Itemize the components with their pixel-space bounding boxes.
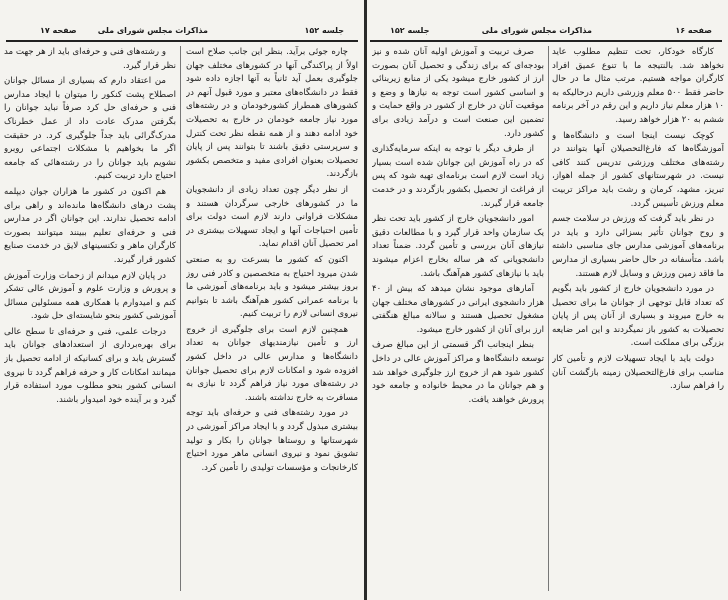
publication-title: مذاکرات مجلس شورای ملی [97, 26, 208, 35]
header-rule [370, 40, 722, 42]
paragraph: در مورد رشته‌های فنی و حرفه‌ای باید توجه بیشتری مبذول گردد و با ایجاد مراکز آموزشی در شهرستانها و روستاها جوانان را بکار و تولید تشویق نمود و نیروی انسانی ماهر مورد احتیاج کارخانجات و مؤسسات تولیدی را تأمین کرد. [186, 408, 358, 473]
paragraph: امور دانشجویان خارج از کشور باید تحت نظر یک سازمان واحد قرار گیرد و با مطالعات دقیق نیازهای آنان بررسی و تأمین گردد. ضمناً تعداد دانشجویانی که هر ساله بخارج اعزام میشوند باید با نیازهای کشور هم‌آهنگ باشد. [372, 214, 544, 279]
column-divider [180, 46, 181, 591]
paragraph: من اعتقاد دارم که بسیاری از مسائل جوانان اصطلاح پشت کنکور را میتوان با ایجاد مدارس فنی و حرفه‌ای حل کرد صرفاً نباید جوانان را بگرفتن مدرک عادت داد از عمل خطرناک مدرک‌گرائی باید جداً جلوگیری کرد. در حقیقت اگر ما بخواهیم با مشکلات اجتماعی روبرو نشویم باید جوانان را در رشته‌هائی که جامعه احتیاج دارد تربیت کنیم. [4, 76, 176, 182]
paragraph: از طرف دیگر با توجه به اینکه سرمایه‌گذاری که در راه آموزش این جوانان شده است بسیار زیاد است لازم است برنامه‌ای تهیه شود که پس از فراغت از تحصیل بکشور بازگردند و در خدمت جامعه قرار گیرند. [372, 144, 544, 209]
text-column-left [4, 46, 176, 594]
paragraph: در مورد دانشجویان خارج از کشور باید بگویم که تعداد قابل توجهی از جوانان ما برای تحصیل به خارج میروند و بسیاری از آنان پس از پایان تحصیلات به کشور باز نمیگردند و این امر ضایعه بزرگی برای مملکت است. [552, 284, 724, 349]
paragraph: هم اکنون در کشور ما هزاران جوان دیپلمه پشت درهای دانشگاه‌ها مانده‌اند و راهی برای ادامه تحصیل ندارند. این جوانان اگر در مدارس فنی و حرفه‌ای تعلیم ببینند میتوانند بصورت کارگران ماهر و تکنسینهای لایق در خدمت صنایع کشور قرار گیرند. [4, 186, 176, 265]
paragraph: دولت باید با ایجاد تسهیلات لازم و تأمین کار مناسب برای فارغ‌التحصیلان زمینه بازگشت آنان را فراهم سازد. [552, 354, 724, 392]
paragraph: و رشته‌های فنی و حرفه‌ای باید از هر جهت مد نظر قرار گیرد. [4, 47, 176, 71]
page-header [6, 26, 358, 40]
paragraph: درجات علمی، فنی و حرفه‌ای تا سطح عالی برای بهره‌برداری از استعدادهای جوانان باید گسترش یابد و برای کسانیکه از ادامه تحصیل باز میمانند امکانات کار و حرفه فراهم گردد تا نیروی انسانی کشور بنحو مطلوب مورد استفاده قرار گیرد و بر آینده خود امیدوار باشند. [4, 326, 176, 405]
text-column-left [372, 46, 544, 594]
paragraph: کارگاه خودکار، تحت تنظیم مطلوب عاید نخواهد شد. بالنتیجه ما با تنوع عمیق افراد کارگران مواجه هستیم. مرتب مثال ما در حال حاضر فقط ۵۰۰ معلم وزرشی داریم درحالیکه به ۱۰ هزار معلم نیاز داریم و این رقم در آخر برنامه ششم به ۲۰ هزار خواهد رسید. [552, 47, 724, 125]
session-number: جلسه ۱۵۲ [304, 26, 344, 35]
paragraph: کوچک نیست اینجا است و دانشگاه‌ها و آموزشگاه‌ها که فارغ‌التحصیلان آنها بتوانند در رشته‌های مختلف ورزشی تدریس کنند کافی نیست. در شهرستانهای کشور از جمله اهواز، تبریز، مشهد، کرمان و رشت باید مراکز تربیت معلم ورزش تأسیس گردد. [552, 130, 724, 209]
page-number: صفحه ۱۶ [675, 26, 712, 35]
paragraph: آمارهای موجود نشان میدهد که بیش از ۴۰ هزار دانشجوی ایرانی در کشورهای مختلف جهان مشغول تحصیل هستند و سالانه مبالغ هنگفتی ارز برای آنان از کشور خارج میشود. [372, 284, 544, 335]
page-number: صفحه ۱۷ [40, 26, 77, 35]
column-divider [548, 46, 549, 591]
paragraph: از نظر دیگر چون تعداد زیادی از دانشجویان ما در کشورهای خارجی سرگردان هستند و مشکلات فراوانی دارند لازم است دولت برای تأمین احتیاجات آنها و ایجاد تسهیلات بیشتری در امر تحصیل آنان اقدام نماید. [186, 184, 358, 250]
right-page [364, 0, 728, 600]
paragraph: در نظر باید گرفت که ورزش در سلامت جسم و روح جوانان تأثیر بسزائی دارد و باید در برنامه‌های آموزشی مدارس جای مناسبی داشته باشد. متأسفانه در حال حاضر بسیاری از مدارس ما فاقد زمین ورزش و وسایل لازم هستند. [552, 214, 724, 279]
paragraph: چاره جوئی برآید. بنظر این جانب صلاح است اولاً از پراکندگی آنها در کشورهای مختلف جهان جلوگیری بعمل آید ثانیاً به آنها اجازه داده شود فقط در دانشگاه‌های معتبر و مورد قبول آنهم در کشورهای همطراز کشورخودمان و در رشته‌های مورد نیاز جامعه خودمان در خارج به تحصیلات خود ادامه دهند و از همه نقطه نظر تحت کنترل و سرپرستی دقیق باشند تا بتوانند پس از پایان تحصیلات بعنوان افرادی مفید و متخصص بکشور بازگردند. [186, 47, 358, 180]
paragraph: در پایان لازم میدانم از زحمات وزارت آموزش و پرورش و وزارت علوم و آموزش عالی تشکر کنم و امیدوارم با همکاری همه مسئولین مسائل آموزشی کشور بنحو شایسته‌ای حل شود. [4, 270, 176, 322]
text-column-right [552, 46, 724, 594]
text-column-right [186, 46, 358, 594]
paragraph: همچنین لازم است برای جلوگیری از خروج ارز و تأمین نیازمندیهای جوانان به تعداد دانشگاه‌ها و مدارس عالی در داخل کشور افزوده شود و امکانات لازم برای تحصیل جوانان در رشته‌های مورد نیاز فراهم گردد تا نیازی به مسافرت به خارج نداشته باشند. [186, 324, 358, 403]
paragraph: اکنون که کشور ما بسرعت رو به صنعتی شدن میرود احتیاج به متخصصین و کادر فنی روز بروز بیشتر میشود و باید برنامه‌های آموزشی ما با برنامه عمرانی کشور هم‌آهنگ باشد تا بتوانیم نیروی انسانی لازم را تربیت کنیم. [186, 254, 358, 320]
paragraph: بنظر اینجانب اگر قسمتی از این مبالغ صرف توسعه دانشگاه‌ها و مراکز آموزش عالی در داخل کشور شود هم از خروج ارز جلوگیری خواهد شد و هم جوانان ما در محیط خانواده و جامعه خود پرورش خواهند یافت. [372, 340, 544, 405]
header-rule [6, 40, 358, 42]
paragraph: صرف تربیت و آموزش اولیه آنان شده و نیز بودجه‌ای که برای زندگی و تحصیل آنان بصورت ارز از کشور خارج میشود یکی از منابع زیربنائی و اساسی کشور است توجه به نیازها و وضع و موقعیت آنان در خارج از کشور در واقع حمایت و تضمین این صنعت است و درآمد زیادی برای کشور دارد. [372, 47, 544, 139]
publication-title: مذاکرات مجلس شورای ملی [481, 26, 592, 35]
session-number: جلسه ۱۵۲ [390, 26, 430, 35]
page-header [370, 26, 722, 40]
